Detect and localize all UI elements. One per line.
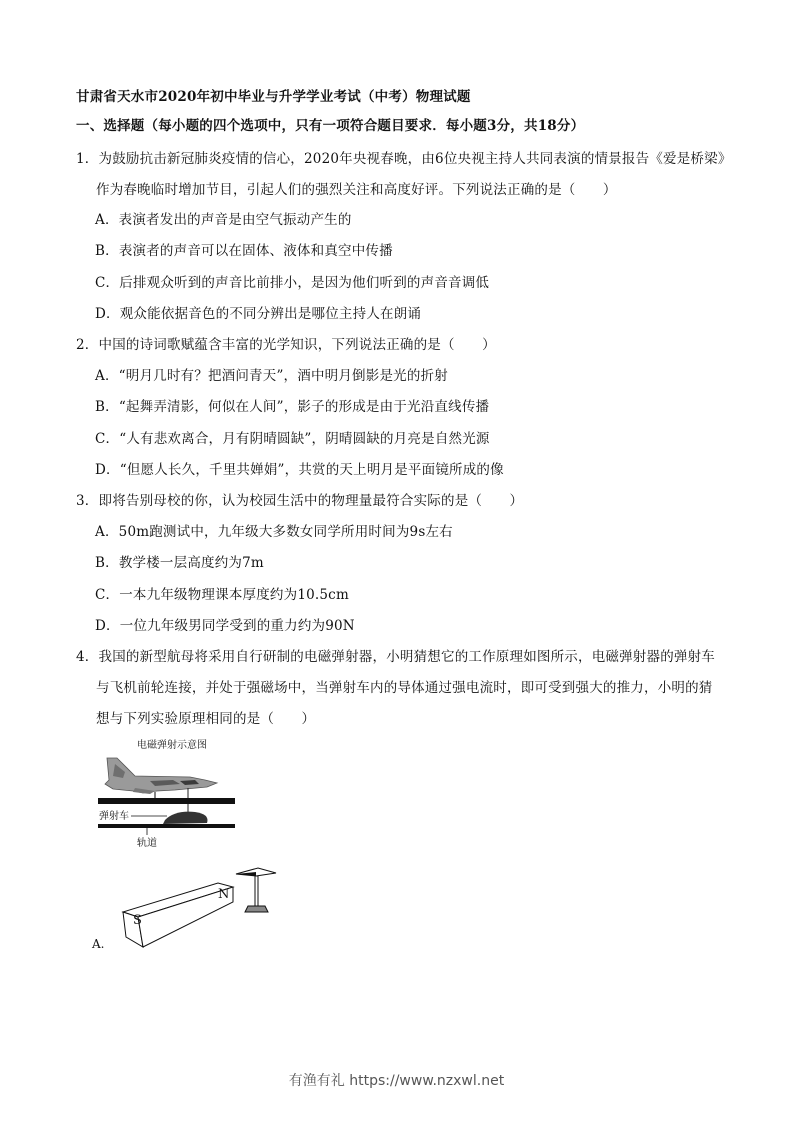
option-c: C．一本九年级物理课本厚度约为10.5cm [95, 587, 349, 603]
document-title: 甘肃省天水市2020年初中毕业与升学学业考试（中考）物理试题 [76, 89, 471, 105]
track-label: 轨道 [137, 838, 157, 849]
magnet-compass-graphic [88, 862, 288, 957]
top-rail [98, 798, 235, 804]
diagram-caption: 电磁弹射示意图 [137, 740, 207, 751]
catapult-cart [163, 812, 208, 824]
option-d: D．一位九年级男同学受到的重力约为90N [95, 618, 355, 634]
catapult-diagram-graphic [95, 736, 240, 851]
option-b: B．表演者的声音可以在固体、液体和真空中传播 [95, 243, 393, 259]
question-stem-line: 4．我国的新型航母将采用自行研制的电磁弹射器，小明猜想它的工作原理如图所示，电磁弹射器的弹射车 [76, 649, 715, 665]
watermark-footer: 有渔有礼 https://www.nzxwl.net [288, 1073, 505, 1089]
option-d: D．观众能依据音色的不同分辨出是哪位主持人在朗诵 [95, 306, 422, 322]
option-a: A．50m跑测试中，九年级大多数女同学所用时间为9s左右 [95, 524, 453, 540]
question-stem-line: 2．中国的诗词歌赋蕴含丰富的光学知识，下列说法正确的是（ ） [76, 337, 496, 353]
option-c: C．后排观众听到的声音比前排小，是因为他们听到的声音音调低 [95, 275, 490, 291]
option-b: B．教学楼一层高度约为7m [95, 555, 264, 571]
question-stem-line: 想与下列实验原理相同的是（ ） [96, 711, 316, 727]
option-d: D．“但愿人长久，千里共婵娟”，共赏的天上明月是平面镜所成的像 [95, 462, 504, 478]
track-rail [98, 824, 235, 828]
option-c: C．“人有悲欢离合，月有阴晴圆缺”，阴晴圆缺的月亮是自然光源 [95, 431, 490, 447]
option-a-figure [88, 862, 288, 957]
question-stem-line: 1．为鼓励抗击新冠肺炎疫情的信心，2020年央视春晚，由6位央视主持人共同表演的情景报告《爱是桥梁》 [76, 151, 732, 167]
option-a: A．“明月几时有？把酒问青天”，酒中明月倒影是光的折射 [95, 368, 448, 384]
magnet-north-label: N [218, 887, 230, 902]
question-stem-line: 3．即将告别母校的你，认为校园生活中的物理量最符合实际的是（ ） [76, 493, 524, 509]
option-b: B．“起舞弄清影，何似在人间”，影子的形成是由于光沿直线传播 [95, 399, 490, 415]
compass-needle-icon [236, 868, 276, 912]
question-stem-line: 与飞机前轮连接，并处于强磁场中，当弹射车内的导体通过强电流时，即可受到强大的推力，小明的猜 [96, 680, 713, 696]
option-a: A．表演者发出的声音是由空气振动产生的 [95, 212, 352, 228]
option-a-label: A. [92, 937, 105, 951]
magnet-south-label: S [133, 913, 142, 928]
catapult-diagram [95, 736, 240, 851]
cart-label: 弹射车 [99, 811, 129, 822]
section-heading: 一、选择题（每小题的四个选项中，只有一项符合题目要求．每小题3分，共18分） [76, 118, 585, 134]
question-stem-line: 作为春晚临时增加节目，引起人们的强烈关注和高度好评。下列说法正确的是（ ） [96, 182, 617, 198]
